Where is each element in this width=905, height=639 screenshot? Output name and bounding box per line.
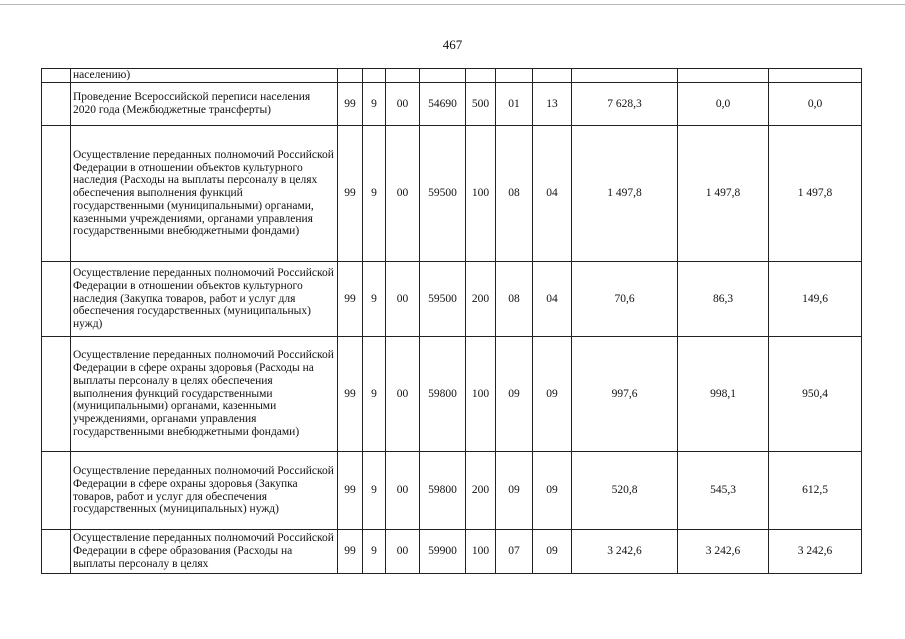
value-year-2: 1 497,8 — [678, 126, 769, 262]
value-year-2: 0,0 — [678, 83, 769, 126]
value-year-3: 0,0 — [769, 83, 862, 126]
code-section: 01 — [496, 83, 533, 126]
code-section: 07 — [496, 530, 533, 574]
value-year-3: 612,5 — [769, 452, 862, 530]
code-main — [386, 69, 420, 83]
value-year-3: 3 242,6 — [769, 530, 862, 574]
blank-cell — [42, 530, 71, 574]
code-section: 08 — [496, 126, 533, 262]
code-subsection — [533, 69, 572, 83]
table-row — [42, 262, 862, 337]
value-year-3: 149,6 — [769, 262, 862, 337]
code-main: 00 — [386, 262, 420, 337]
code-program: 99 — [338, 530, 363, 574]
row-name: Проведение Всероссийской переписи населения 2020 года (Межбюджетные трансферты) — [71, 83, 338, 126]
code-subprogram — [363, 69, 386, 83]
code-expense-type: 200 — [466, 262, 496, 337]
code-expense-type: 100 — [466, 126, 496, 262]
table-row — [42, 452, 862, 530]
code-expense-type: 100 — [466, 530, 496, 574]
value-year-1: 70,6 — [572, 262, 678, 337]
value-year-2 — [678, 69, 769, 83]
code-expense-type: 100 — [466, 337, 496, 452]
code-subprogram: 9 — [363, 126, 386, 262]
row-name: Осуществление переданных полномочий Российской Федерации в отношении объектов культурного наследия (Закупка товаров, работ и услуг для обеспечения государственных (муниципальных) нужд) — [71, 262, 338, 337]
code-main: 00 — [386, 452, 420, 530]
code-program: 99 — [338, 126, 363, 262]
blank-cell — [42, 69, 71, 83]
code-main: 00 — [386, 126, 420, 262]
code-subsection: 04 — [533, 262, 572, 337]
value-year-3: 1 497,8 — [769, 126, 862, 262]
code-direction: 59500 — [420, 262, 466, 337]
value-year-2: 86,3 — [678, 262, 769, 337]
code-main: 00 — [386, 530, 420, 574]
code-section: 09 — [496, 337, 533, 452]
blank-cell — [42, 262, 71, 337]
code-expense-type: 500 — [466, 83, 496, 126]
code-program — [338, 69, 363, 83]
code-section: 08 — [496, 262, 533, 337]
blank-cell — [42, 83, 71, 126]
page-number: 467 — [442, 37, 463, 52]
code-program: 99 — [338, 452, 363, 530]
code-program: 99 — [338, 262, 363, 337]
code-direction: 59800 — [420, 452, 466, 530]
value-year-1: 3 242,6 — [572, 530, 678, 574]
code-subsection: 04 — [533, 126, 572, 262]
value-year-1 — [572, 69, 678, 83]
code-expense-type: 200 — [466, 452, 496, 530]
code-main: 00 — [386, 337, 420, 452]
code-subsection: 13 — [533, 83, 572, 126]
code-direction — [420, 69, 466, 83]
code-direction: 54690 — [420, 83, 466, 126]
value-year-1: 7 628,3 — [572, 83, 678, 126]
table-row — [42, 337, 862, 452]
code-subsection: 09 — [533, 337, 572, 452]
value-year-3: 950,4 — [769, 337, 862, 452]
table-row — [42, 69, 862, 83]
code-program: 99 — [338, 337, 363, 452]
code-expense-type — [466, 69, 496, 83]
code-subprogram: 9 — [363, 530, 386, 574]
blank-cell — [42, 126, 71, 262]
row-name: Осуществление переданных полномочий Российской Федерации в сфере охраны здоровья (Расходы на выплаты персоналу в целях обеспечения выполнения функций государственными (муниципальными) органами, казенными учреждениями, органами управления государственными внебюджетными фондами) — [71, 337, 338, 452]
code-subprogram: 9 — [363, 452, 386, 530]
code-subsection: 09 — [533, 530, 572, 574]
value-year-2: 545,3 — [678, 452, 769, 530]
code-direction: 59900 — [420, 530, 466, 574]
code-section — [496, 69, 533, 83]
value-year-1: 997,6 — [572, 337, 678, 452]
code-direction: 59500 — [420, 126, 466, 262]
table-row — [42, 530, 862, 574]
table-row — [42, 83, 862, 126]
value-year-3 — [769, 69, 862, 83]
code-program: 99 — [338, 83, 363, 126]
row-name: Осуществление переданных полномочий Российской Федерации в сфере охраны здоровья (Закупка товаров, работ и услуг для обеспечения государственных (муниципальных) нужд) — [71, 452, 338, 530]
code-section: 09 — [496, 452, 533, 530]
top-rule — [0, 4, 905, 5]
budget-table — [41, 68, 862, 574]
value-year-2: 3 242,6 — [678, 530, 769, 574]
code-subprogram: 9 — [363, 83, 386, 126]
code-main: 00 — [386, 83, 420, 126]
row-name: населению) — [71, 69, 338, 83]
value-year-1: 520,8 — [572, 452, 678, 530]
code-subsection: 09 — [533, 452, 572, 530]
row-name: Осуществление переданных полномочий Российской Федерации в отношении объектов культурного наследия (Расходы на выплаты персоналу в целях обеспечения выполнения функций государственными (муниципальными) органами, казенными учреждениями, органами управления государственными внебюджетными фондами) — [71, 126, 338, 262]
value-year-1: 1 497,8 — [572, 126, 678, 262]
table-row — [42, 126, 862, 262]
value-year-2: 998,1 — [678, 337, 769, 452]
blank-cell — [42, 337, 71, 452]
code-direction: 59800 — [420, 337, 466, 452]
code-subprogram: 9 — [363, 262, 386, 337]
row-name: Осуществление переданных полномочий Российской Федерации в сфере образования (Расходы на выплаты персоналу в целях — [71, 530, 338, 574]
code-subprogram: 9 — [363, 337, 386, 452]
blank-cell — [42, 452, 71, 530]
